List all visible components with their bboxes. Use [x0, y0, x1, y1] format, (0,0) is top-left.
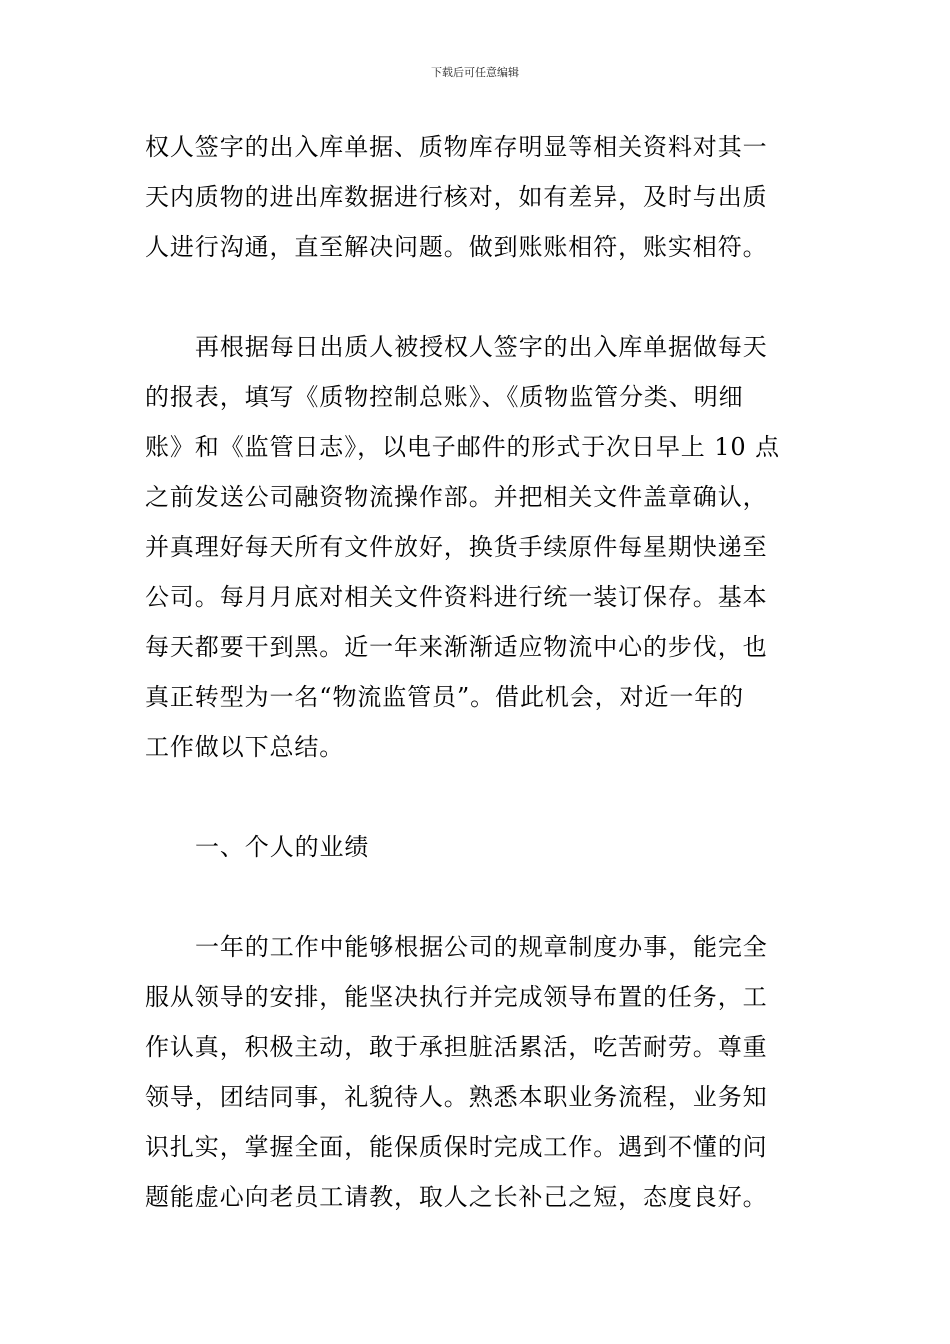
text-line: 识扎实，掌握全面，能保质保时完成工作。遇到不懂的问: [145, 1133, 768, 1161]
text-line: 权人签字的出入库单据、质物库存明显等相关资料对其一: [145, 133, 768, 161]
text-line: 再根据每日出质人被授权人签字的出入库单据做每天: [195, 333, 768, 361]
text-line: 并真理好每天所有文件放好，换货手续原件每星期快递至: [145, 533, 768, 561]
text-line: 每天都要干到黑。近一年来渐渐适应物流中心的步伐，也: [145, 633, 768, 661]
page-header: 下载后可任意编辑: [431, 66, 519, 79]
text-line: 人进行沟通，直至解决问题。做到账账相符，账实相符。: [145, 233, 768, 261]
text-line: 题能虚心向老员工请教，取人之长补己之短，态度良好。: [145, 1183, 768, 1211]
text-line: 工作做以下总结。: [145, 733, 345, 761]
text-line: 之前发送公司融资物流操作部。并把相关文件盖章确认，: [145, 483, 768, 511]
text-line: 公司。每月月底对相关文件资料进行统一装订保存。基本: [145, 583, 768, 611]
text-line: 领导，团结同事，礼貌待人。熟悉本职业务流程，业务知: [145, 1083, 768, 1111]
text-line: 天内质物的进出库数据进行核对，如有差异，及时与出质: [145, 183, 768, 211]
text-line: 作认真，积极主动，敢于承担脏活累活，吃苦耐劳。尊重: [145, 1033, 768, 1061]
text-line: 的报表，填写《质物控制总账》、《质物监管分类、明细: [145, 383, 744, 411]
text-line: 真正转型为一名“物流监管员”。借此机会，对近一年的: [145, 683, 745, 711]
text-line: 一年的工作中能够根据公司的规章制度办事，能完全: [195, 933, 768, 961]
text-line: 账》和《监管日志》，以电子邮件的形式于次日早上 10 点: [145, 433, 780, 461]
text-line: 服从领导的安排，能坚决执行并完成领导布置的任务，工: [145, 983, 768, 1011]
section-heading: 一、个人的业绩: [195, 833, 370, 861]
